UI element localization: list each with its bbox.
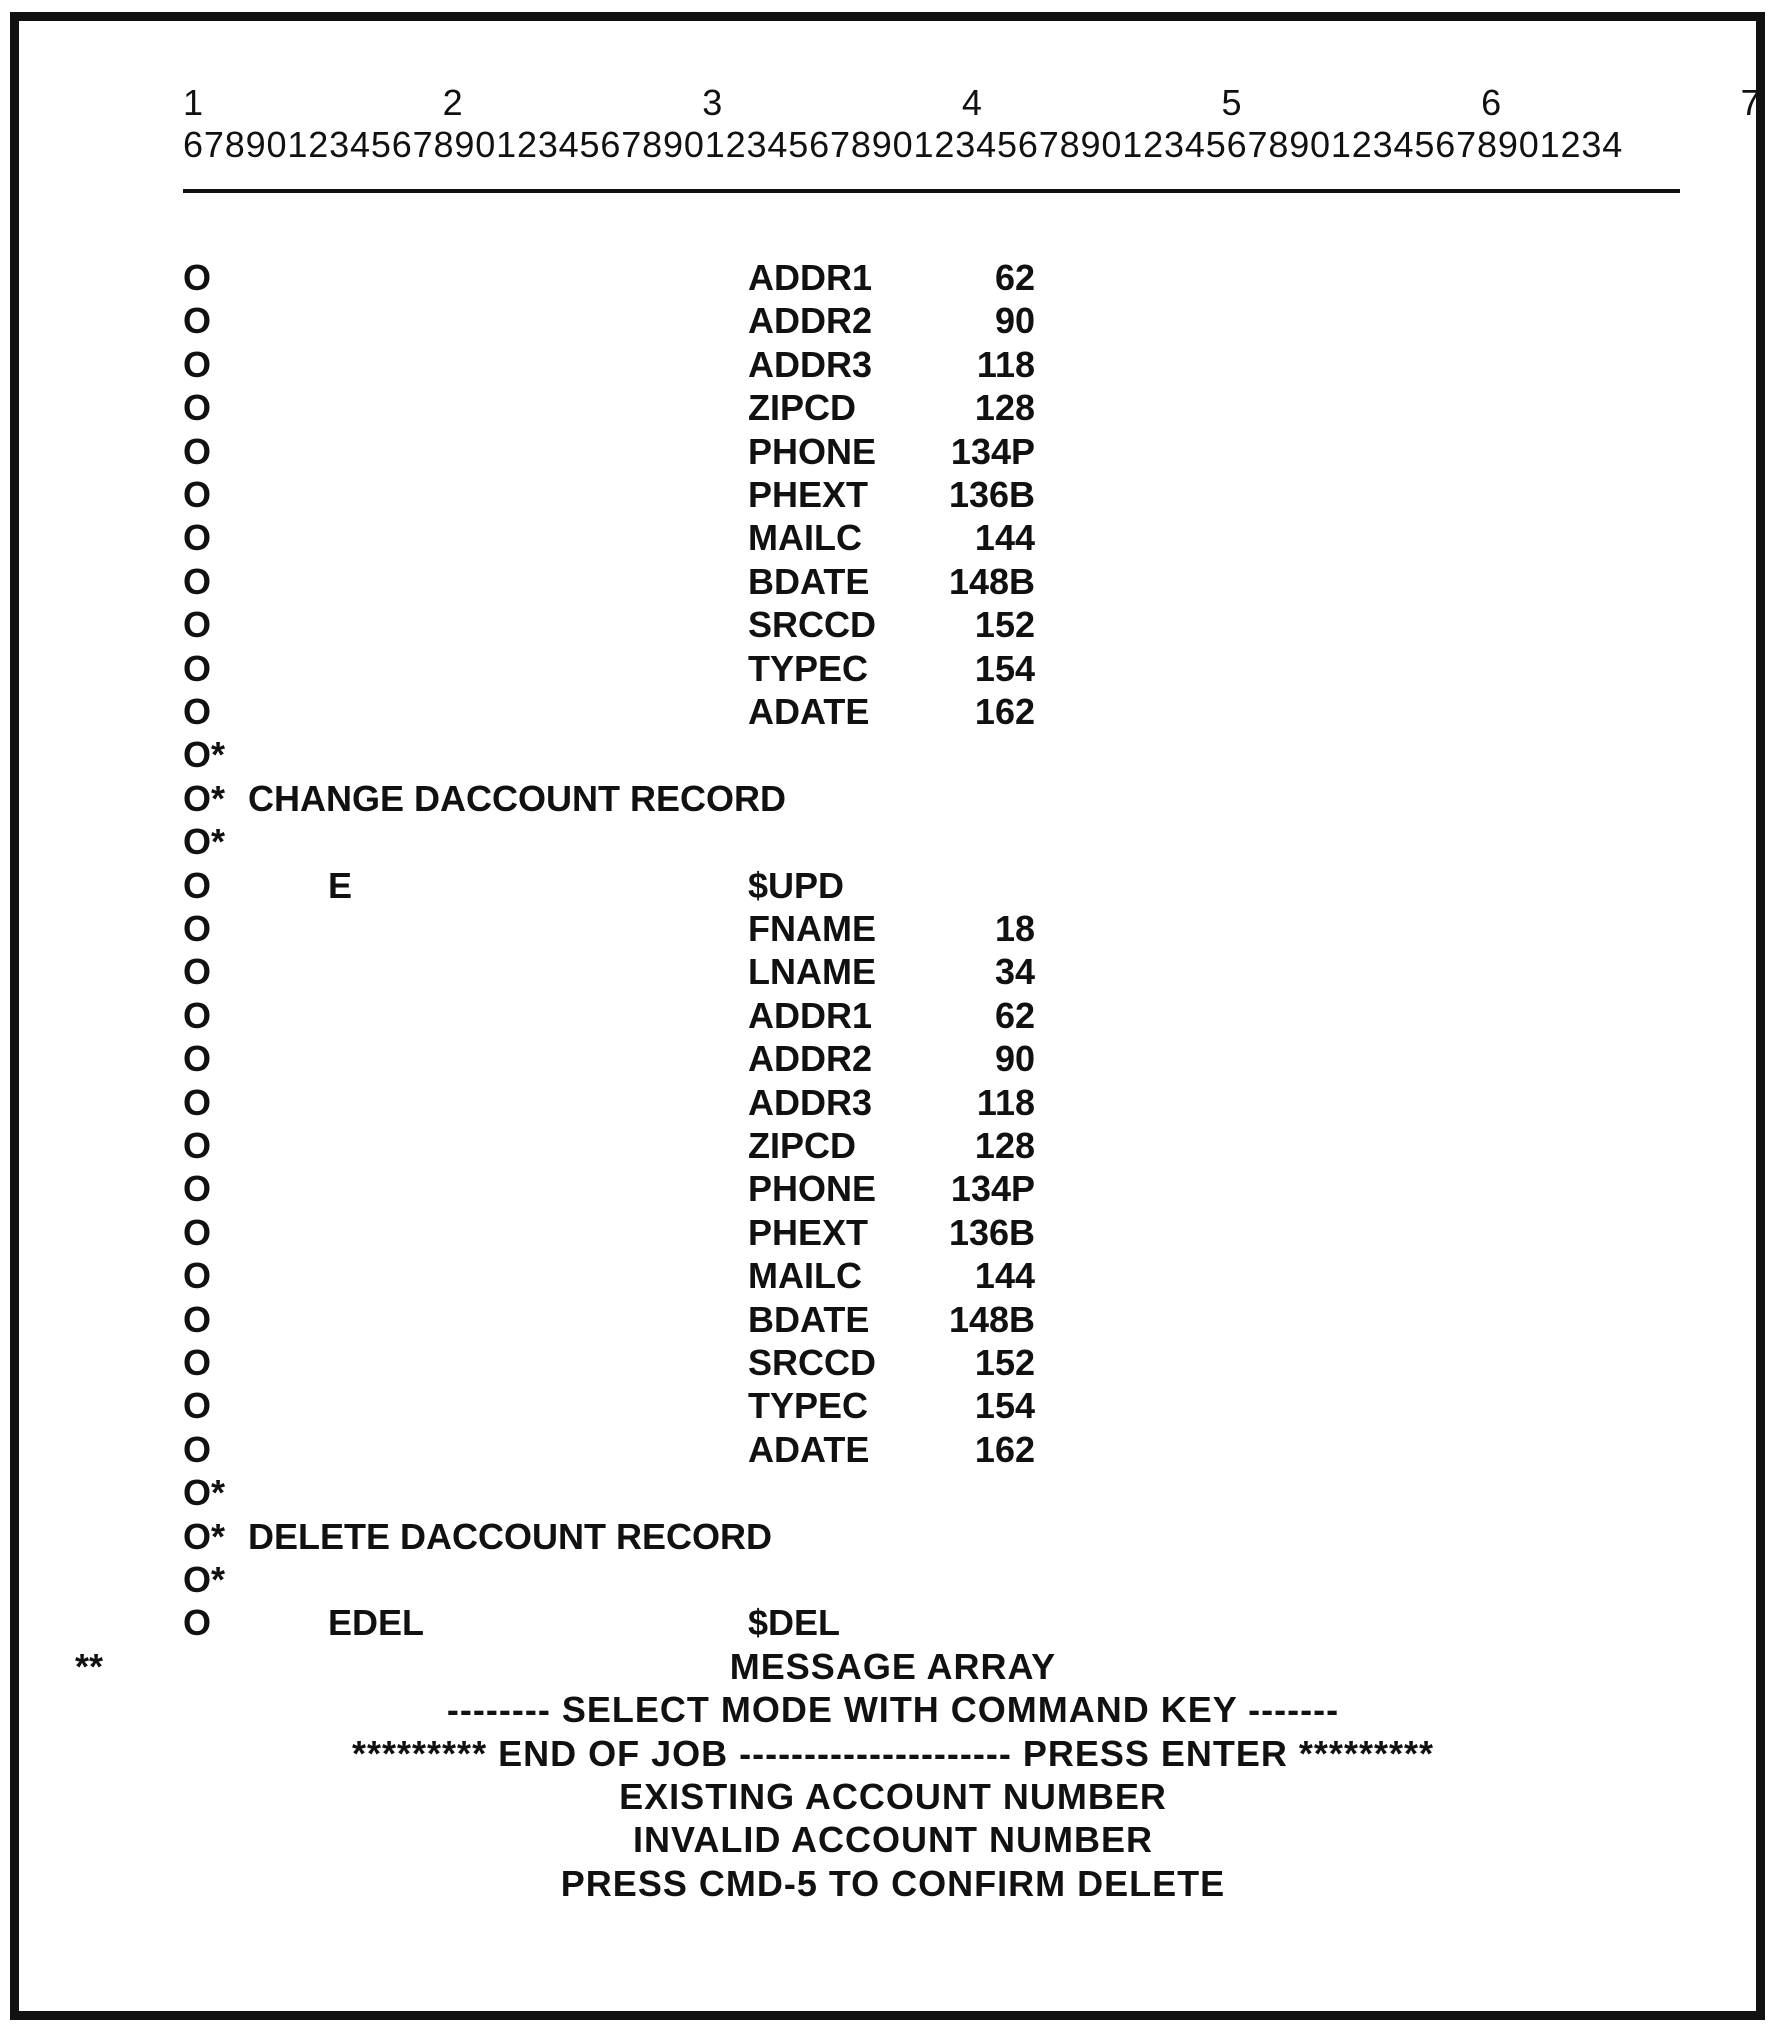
listing-line [0,299,1786,343]
field-name: BDATE [748,560,870,602]
field-name: FNAME [748,908,876,949]
listing-line [0,1037,1786,1081]
field-name: PHEXT [748,474,869,515]
spec-type: O [183,647,212,689]
column-ruler-units: 678901234567890123456789012345678901234567890123456789012345678901234 [183,124,1624,165]
listing-line [0,820,1786,864]
field-name: SRCCD [748,604,877,646]
end-position: 128 [974,1125,1035,1166]
spec-type: O* [183,734,226,776]
listing-line [0,907,1786,951]
listing-line [0,733,1786,777]
field-name: MAILC [748,517,862,559]
field-name: ADDR3 [748,1081,873,1123]
listing-line [0,1298,1786,1342]
listing-line [0,864,1786,908]
listing-line [0,647,1786,691]
spec-type: O [183,1602,212,1644]
listing-line [0,603,1786,647]
listing-line [0,1341,1786,1385]
field-name: ADDR3 [748,343,873,385]
field-name: PHEXT [748,1211,869,1253]
ruler-divider [183,189,1680,193]
listing-line [0,950,1786,994]
listing-line [0,1124,1786,1168]
field-name: SRCCD [748,1342,877,1383]
listing-line [0,386,1786,430]
listing-line [0,1081,1786,1125]
spec-type: O [183,257,212,298]
field-name: ZIPCD [748,387,856,429]
end-position: 144 [974,1255,1035,1297]
end-position: 90 [994,300,1035,342]
end-position: 62 [994,257,1035,298]
end-position: 152 [974,1342,1035,1383]
spec-type: O [183,951,212,993]
spec-type: O [183,1081,212,1123]
spec-type: O [183,1255,212,1297]
spec-type: O [183,864,212,906]
listing-line [0,430,1786,474]
spec-type: O* [183,1472,226,1514]
field-name: PHONE [748,430,877,472]
listing-line [0,1515,1786,1559]
column-ruler-tens: 1 2 3 4 5 6 7 [183,82,1762,123]
spec-text: DELETE DACCOUNT RECORD [248,1515,773,1557]
array-marker: ** [75,1645,104,1687]
end-position: 162 [974,1428,1035,1470]
field-name: ZIPCD [748,1125,856,1166]
spec-text: CHANGE DACCOUNT RECORD [248,777,786,819]
message-line: -------- SELECT MODE WITH COMMAND KEY ------- [446,1689,1340,1731]
end-position: 154 [974,647,1035,689]
field-name: ADDR2 [748,1038,873,1080]
listing-line [0,256,1786,300]
field-name: ADATE [748,1428,870,1470]
field-name: TYPEC [748,647,869,689]
end-position: 134P [950,430,1035,472]
end-position: 118 [976,343,1035,385]
field-name: MAILC [748,1255,862,1297]
spec-type: O [183,691,212,732]
spec-type: O [183,1168,212,1210]
spec-type: O [183,908,212,949]
spec-type: O* [183,821,226,863]
listing-line [0,1167,1786,1211]
listing-line [0,1558,1786,1602]
spec-type: O* [183,1559,226,1600]
end-position: 18 [994,908,1035,949]
spec-type: O [183,1298,212,1340]
spec-type: O [183,1038,212,1080]
field-name: ADDR1 [748,994,873,1036]
end-position: 128 [974,387,1035,429]
spec-type: O [183,1385,212,1427]
listing-line [0,516,1786,560]
message-line: PRESS CMD-5 TO CONFIRM DELETE [560,1862,1226,1904]
spec-text: E [248,864,353,906]
spec-type: O [183,994,212,1036]
end-position: 34 [994,951,1035,993]
end-position: 136B [948,474,1035,515]
spec-type: O [183,474,212,515]
spec-type: O [183,430,212,472]
spec-type: O [183,387,212,429]
spec-type: O [183,343,212,385]
listing-line [0,690,1786,734]
listing-line [0,473,1786,517]
message-line: MESSAGE ARRAY [729,1645,1057,1687]
spec-type: O [183,604,212,646]
spec-text: EDEL [248,1602,425,1644]
spec-type: O [183,1342,212,1383]
end-position: 148B [948,560,1035,602]
listing-line [0,343,1786,387]
listing-line [0,1211,1786,1255]
field-name: $DEL [748,1602,841,1644]
field-name: PHONE [748,1168,877,1210]
listing-line [0,560,1786,604]
end-position: 62 [994,994,1035,1036]
end-position: 144 [974,517,1035,559]
listing-line [0,1254,1786,1298]
end-position: 118 [976,1081,1035,1123]
end-position: 154 [974,1385,1035,1427]
message-line: EXISTING ACCOUNT NUMBER [619,1776,1167,1817]
spec-type: O [183,1428,212,1470]
field-name: TYPEC [748,1385,869,1427]
message-line: ********* END OF JOB --------------------- PRESS ENTER ********* [351,1732,1435,1774]
spec-type: O [183,560,212,602]
field-name: ADDR1 [748,257,873,298]
end-position: 136B [948,1211,1035,1253]
listing-line [0,777,1786,821]
spec-type: O [183,1211,212,1253]
spec-type: O* [183,777,226,819]
end-position: 148B [948,1298,1035,1340]
field-name: ADDR2 [748,300,873,342]
field-name: $UPD [748,864,845,906]
spec-type: O [183,1125,212,1166]
listing-line [0,1428,1786,1472]
spec-type: O [183,300,212,342]
message-line: INVALID ACCOUNT NUMBER [633,1819,1153,1861]
listing-line [0,994,1786,1038]
listing-line [0,1601,1786,1645]
listing-line [0,1384,1786,1428]
field-name: LNAME [748,951,876,993]
end-position: 152 [974,604,1035,646]
spec-type: O [183,517,212,559]
spec-type: O* [183,1515,226,1557]
field-name: ADATE [748,691,870,732]
end-position: 134P [950,1168,1035,1210]
end-position: 162 [974,691,1035,732]
listing-line [0,1471,1786,1515]
field-name: BDATE [748,1298,870,1340]
end-position: 90 [994,1038,1035,1080]
